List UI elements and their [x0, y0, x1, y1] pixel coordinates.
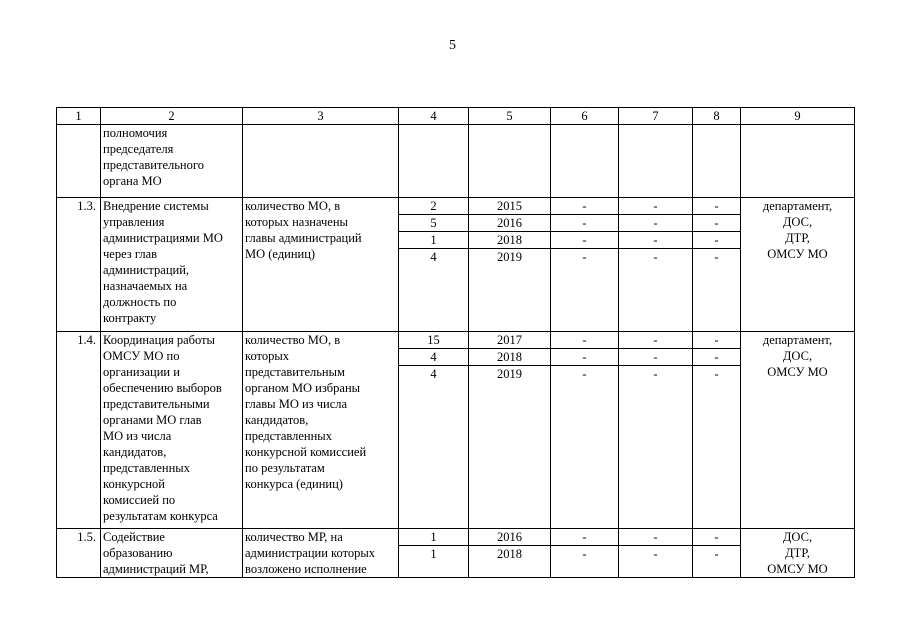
- year-cell: 2016: [469, 529, 551, 546]
- year-cell: 2016: [469, 215, 551, 232]
- table-row: [57, 332, 855, 349]
- value-cell: -: [693, 249, 741, 332]
- year-cell: 2015: [469, 198, 551, 215]
- header-cell: 1: [57, 108, 101, 125]
- indicator-cell: количество МО, в которых представительным органом МО избраны главы МО из числа кандидатов, представленных конкурсной комиссией по результатам конкурса (единиц): [243, 332, 399, 529]
- value-cell: 5: [399, 215, 469, 232]
- header-cell: 2: [101, 108, 243, 125]
- table-cell: [551, 125, 619, 198]
- value-cell: 15: [399, 332, 469, 349]
- table-row: [57, 529, 855, 546]
- value-cell: -: [551, 546, 619, 578]
- value-cell: -: [693, 546, 741, 578]
- header-cell: 9: [741, 108, 855, 125]
- table-cell: [57, 125, 101, 198]
- value-cell: -: [551, 529, 619, 546]
- table-cell: [399, 125, 469, 198]
- value-cell: -: [551, 249, 619, 332]
- year-cell: 2017: [469, 332, 551, 349]
- header-row: [57, 108, 855, 125]
- year-cell: 2018: [469, 349, 551, 366]
- header-cell: 3: [243, 108, 399, 125]
- value-cell: -: [693, 349, 741, 366]
- value-cell: -: [619, 332, 693, 349]
- value-cell: -: [619, 215, 693, 232]
- value-cell: -: [619, 249, 693, 332]
- value-cell: 1: [399, 546, 469, 578]
- value-cell: 4: [399, 249, 469, 332]
- value-cell: -: [551, 332, 619, 349]
- value-cell: -: [693, 215, 741, 232]
- responsible-cell: департамент, ДОС, ДТР, ОМСУ МО: [741, 198, 855, 332]
- measure-name-cell: полномочия председателя представительного органа МО: [101, 125, 243, 198]
- measure-name-cell: Координация работы ОМСУ МО по организации и обеспечению выборов представительными органами МО глав МО из числа кандидатов, представленных конкурсной комиссией по результатам конкурса: [101, 332, 243, 529]
- value-cell: -: [619, 349, 693, 366]
- row-number: 1.5.: [57, 529, 101, 578]
- year-cell: 2018: [469, 232, 551, 249]
- value-cell: -: [619, 546, 693, 578]
- indicator-cell: количество МР, на администрации которых возложено исполнение: [243, 529, 399, 578]
- header-cell: 8: [693, 108, 741, 125]
- responsible-cell: департамент, ДОС, ОМСУ МО: [741, 332, 855, 529]
- value-cell: -: [619, 366, 693, 529]
- page-number: 5: [449, 38, 456, 53]
- table-cell: [469, 125, 551, 198]
- value-cell: -: [551, 198, 619, 215]
- header-cell: 6: [551, 108, 619, 125]
- table-cell: [693, 125, 741, 198]
- plan-table: [56, 107, 855, 578]
- value-cell: -: [551, 232, 619, 249]
- header-cell: 7: [619, 108, 693, 125]
- year-cell: 2018: [469, 546, 551, 578]
- value-cell: -: [551, 349, 619, 366]
- table-row: [57, 198, 855, 215]
- value-cell: 4: [399, 349, 469, 366]
- value-cell: -: [693, 232, 741, 249]
- value-cell: -: [551, 366, 619, 529]
- value-cell: -: [619, 198, 693, 215]
- measure-name-cell: Внедрение системы управления администрациями МО через глав администраций, назначаемых на должность по контракту: [101, 198, 243, 332]
- indicator-cell: количество МО, в которых назначены главы администраций МО (единиц): [243, 198, 399, 332]
- value-cell: 4: [399, 366, 469, 529]
- value-cell: -: [693, 366, 741, 529]
- value-cell: -: [619, 529, 693, 546]
- year-cell: 2019: [469, 249, 551, 332]
- value-cell: -: [551, 215, 619, 232]
- value-cell: -: [693, 198, 741, 215]
- responsible-cell: ДОС, ДТР, ОМСУ МО: [741, 529, 855, 578]
- value-cell: 1: [399, 232, 469, 249]
- row-number: 1.3.: [57, 198, 101, 332]
- year-cell: 2019: [469, 366, 551, 529]
- measure-name-cell: Содействие образованию администраций МР,: [101, 529, 243, 578]
- row-number: 1.4.: [57, 332, 101, 529]
- value-cell: 1: [399, 529, 469, 546]
- table-cell: [619, 125, 693, 198]
- value-cell: -: [619, 232, 693, 249]
- continuation-row: [57, 125, 855, 198]
- table-cell: [741, 125, 855, 198]
- value-cell: -: [693, 529, 741, 546]
- value-cell: -: [693, 332, 741, 349]
- header-cell: 5: [469, 108, 551, 125]
- header-cell: 4: [399, 108, 469, 125]
- table-cell: [243, 125, 399, 198]
- value-cell: 2: [399, 198, 469, 215]
